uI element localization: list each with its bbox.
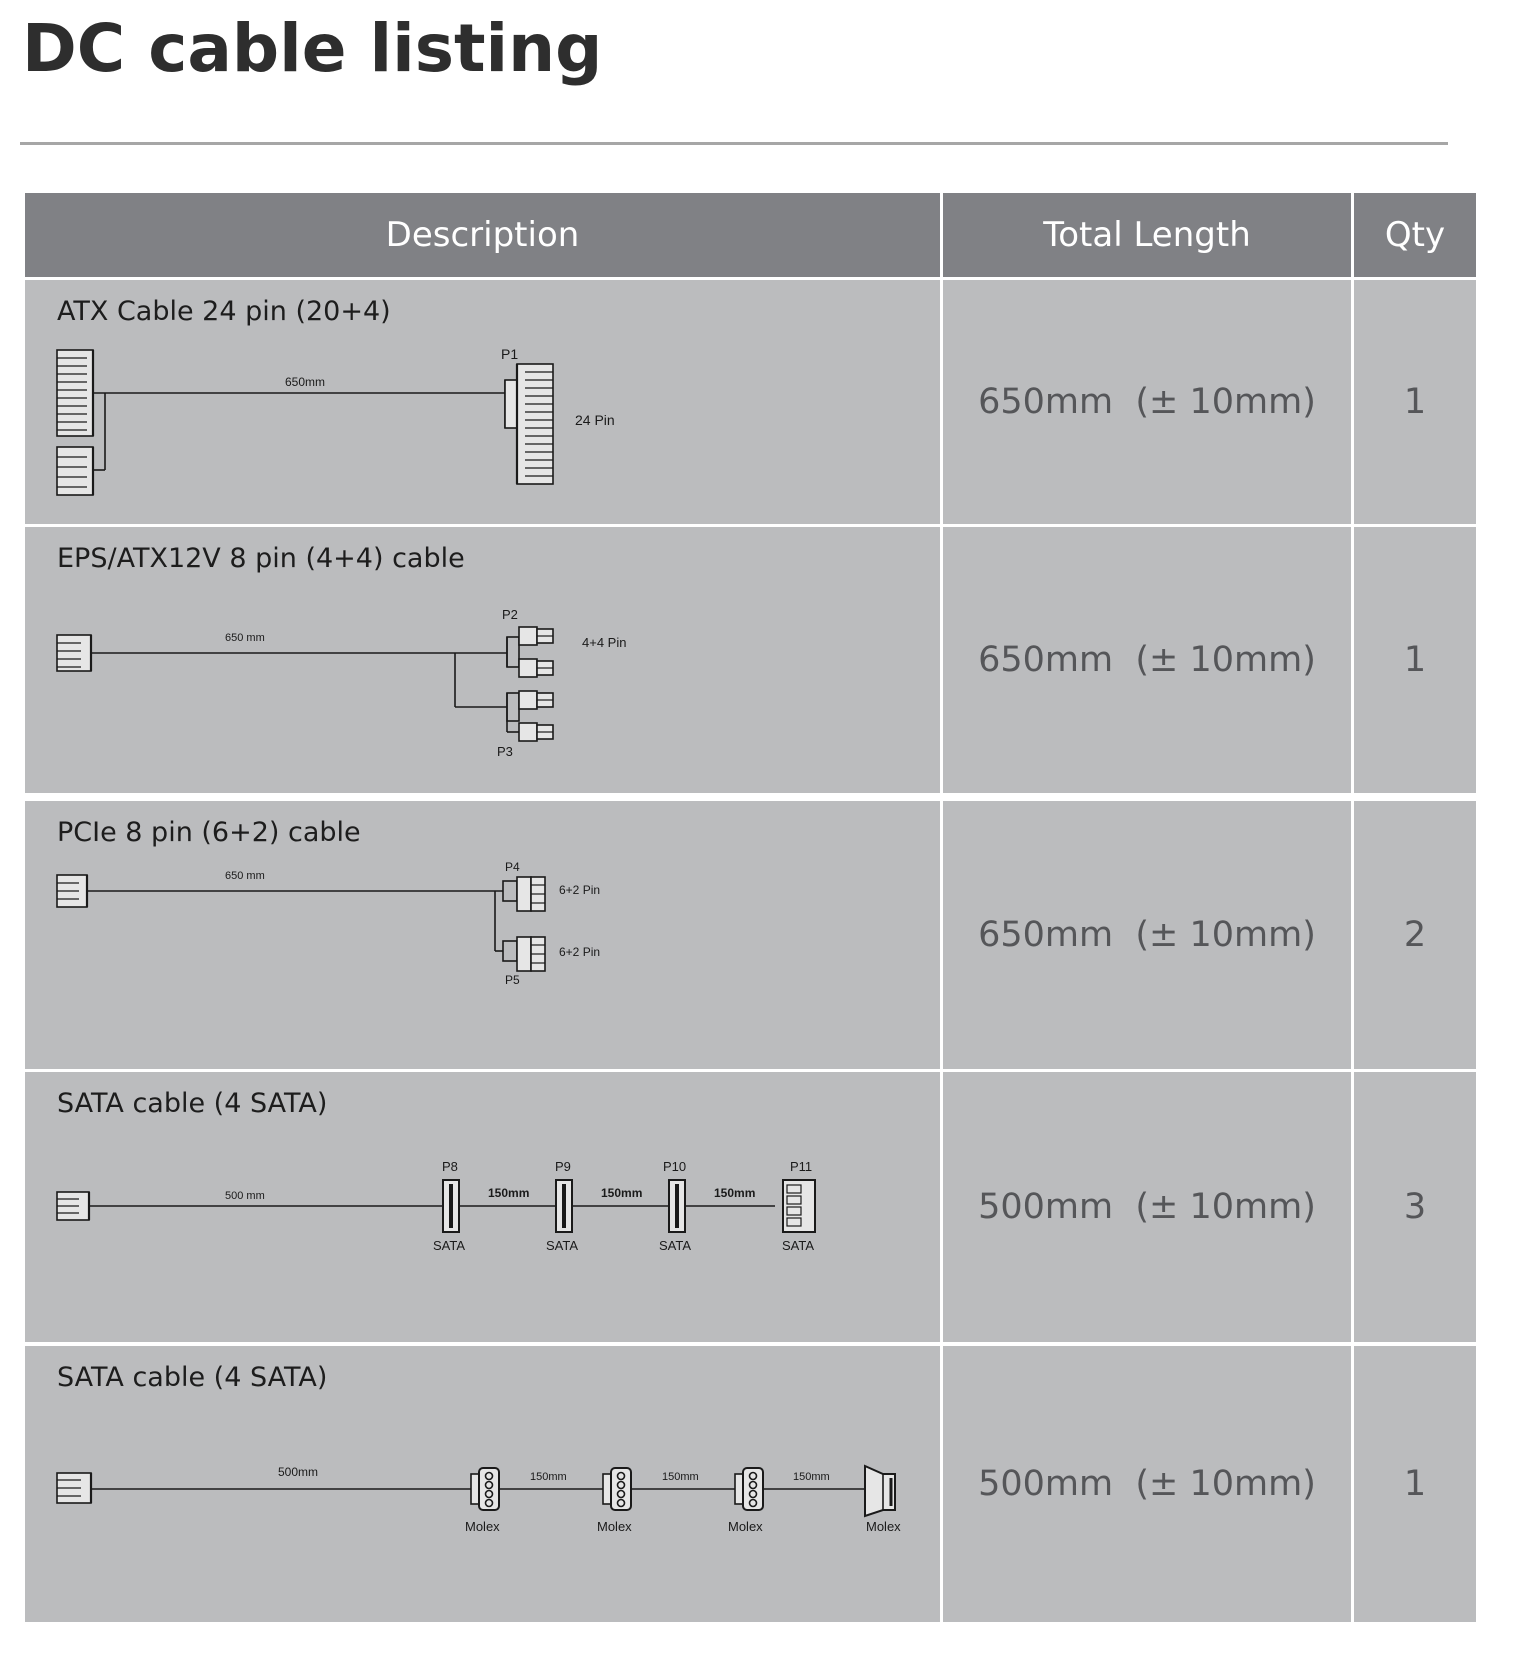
length-value: 650mm (± 10mm) [978,915,1316,955]
cable-length-label: 650 mm [225,632,265,644]
header-qty: Qty [1354,193,1476,277]
length-value: 650mm (± 10mm) [978,382,1316,422]
connector-type-3: SATA [659,1238,692,1253]
connector-label-p9: P9 [555,1159,571,1174]
length-value: 650mm (± 10mm) [978,640,1316,680]
cable-length-label: 500mm [278,1465,319,1479]
header-total-length: Total Length [943,193,1351,277]
page-title: DC cable listing [22,10,603,87]
row-pcie-qty [1354,801,1476,1069]
cable-length-label: 650 mm [225,870,265,882]
row-atx-qty [1354,280,1476,524]
pcie-8pin-diagram [25,801,940,1069]
connector-type-4: SATA [782,1238,815,1253]
row-atx-description [25,280,940,524]
qty-value: 1 [1403,1464,1427,1504]
length-value: 500mm (± 10mm) [978,1187,1316,1227]
connector-label-p10: P10 [663,1159,687,1174]
connector-type-1: Molex [465,1519,500,1534]
segment-length-1: 150mm [488,1186,530,1200]
row-title: SATA cable (4 SATA) [57,1088,328,1119]
row-title: EPS/ATX12V 8 pin (4+4) cable [57,543,465,574]
connector-label-p2: P2 [502,607,518,622]
segment-length-3: 150mm [793,1471,830,1483]
length-value: 500mm (± 10mm) [978,1464,1316,1504]
atx-24pin-diagram [25,280,940,524]
row-eps-description [25,527,940,793]
connector-type-4: Molex [866,1519,901,1534]
row-title: ATX Cable 24 pin (20+4) [57,296,391,327]
connector-type-1: SATA [433,1238,466,1253]
pin-count-label: 4+4 Pin [582,635,627,650]
pin-count-label: 24 Pin [575,412,615,428]
row-molex-description [25,1346,940,1622]
connector-label-p3: P3 [497,744,513,759]
connector-label-p5: P5 [505,973,520,987]
row-title: SATA cable (4 SATA) [57,1362,328,1393]
pin-count-label-bottom: 6+2 Pin [559,945,601,959]
connector-type-2: Molex [597,1519,632,1534]
row-title: PCIe 8 pin (6+2) cable [57,817,361,848]
molex-cable-diagram [25,1346,940,1622]
row-eps-length [943,527,1351,793]
sata-cable-diagram [25,1072,940,1342]
connector-label-p4: P4 [505,860,520,874]
connector-type-3: Molex [728,1519,763,1534]
row-pcie-length [943,801,1351,1069]
row-molex-length [943,1346,1351,1622]
qty-value: 1 [1403,382,1427,422]
row-eps-qty [1354,527,1476,793]
row-pcie-description [25,801,940,1069]
cable-length-label: 500 mm [225,1190,265,1202]
row-sata-length [943,1072,1351,1342]
segment-length-1: 150mm [530,1471,567,1483]
row-atx-length [943,280,1351,524]
row-molex-qty [1354,1346,1476,1622]
qty-value: 1 [1403,640,1427,680]
connector-label-p8: P8 [442,1159,458,1174]
connector-label-p1: P1 [501,346,519,362]
eps-8pin-diagram [25,527,940,793]
row-sata-description [25,1072,940,1342]
qty-value: 2 [1403,915,1427,955]
connector-type-2: SATA [546,1238,579,1253]
segment-length-3: 150mm [714,1186,756,1200]
header-description: Description [25,193,940,277]
cable-length-label: 650mm [285,375,326,389]
pin-count-label-top: 6+2 Pin [559,883,601,897]
row-sata-qty [1354,1072,1476,1342]
segment-length-2: 150mm [601,1186,643,1200]
segment-length-2: 150mm [662,1471,699,1483]
connector-label-p11: P11 [790,1159,813,1174]
qty-value: 3 [1403,1187,1427,1227]
